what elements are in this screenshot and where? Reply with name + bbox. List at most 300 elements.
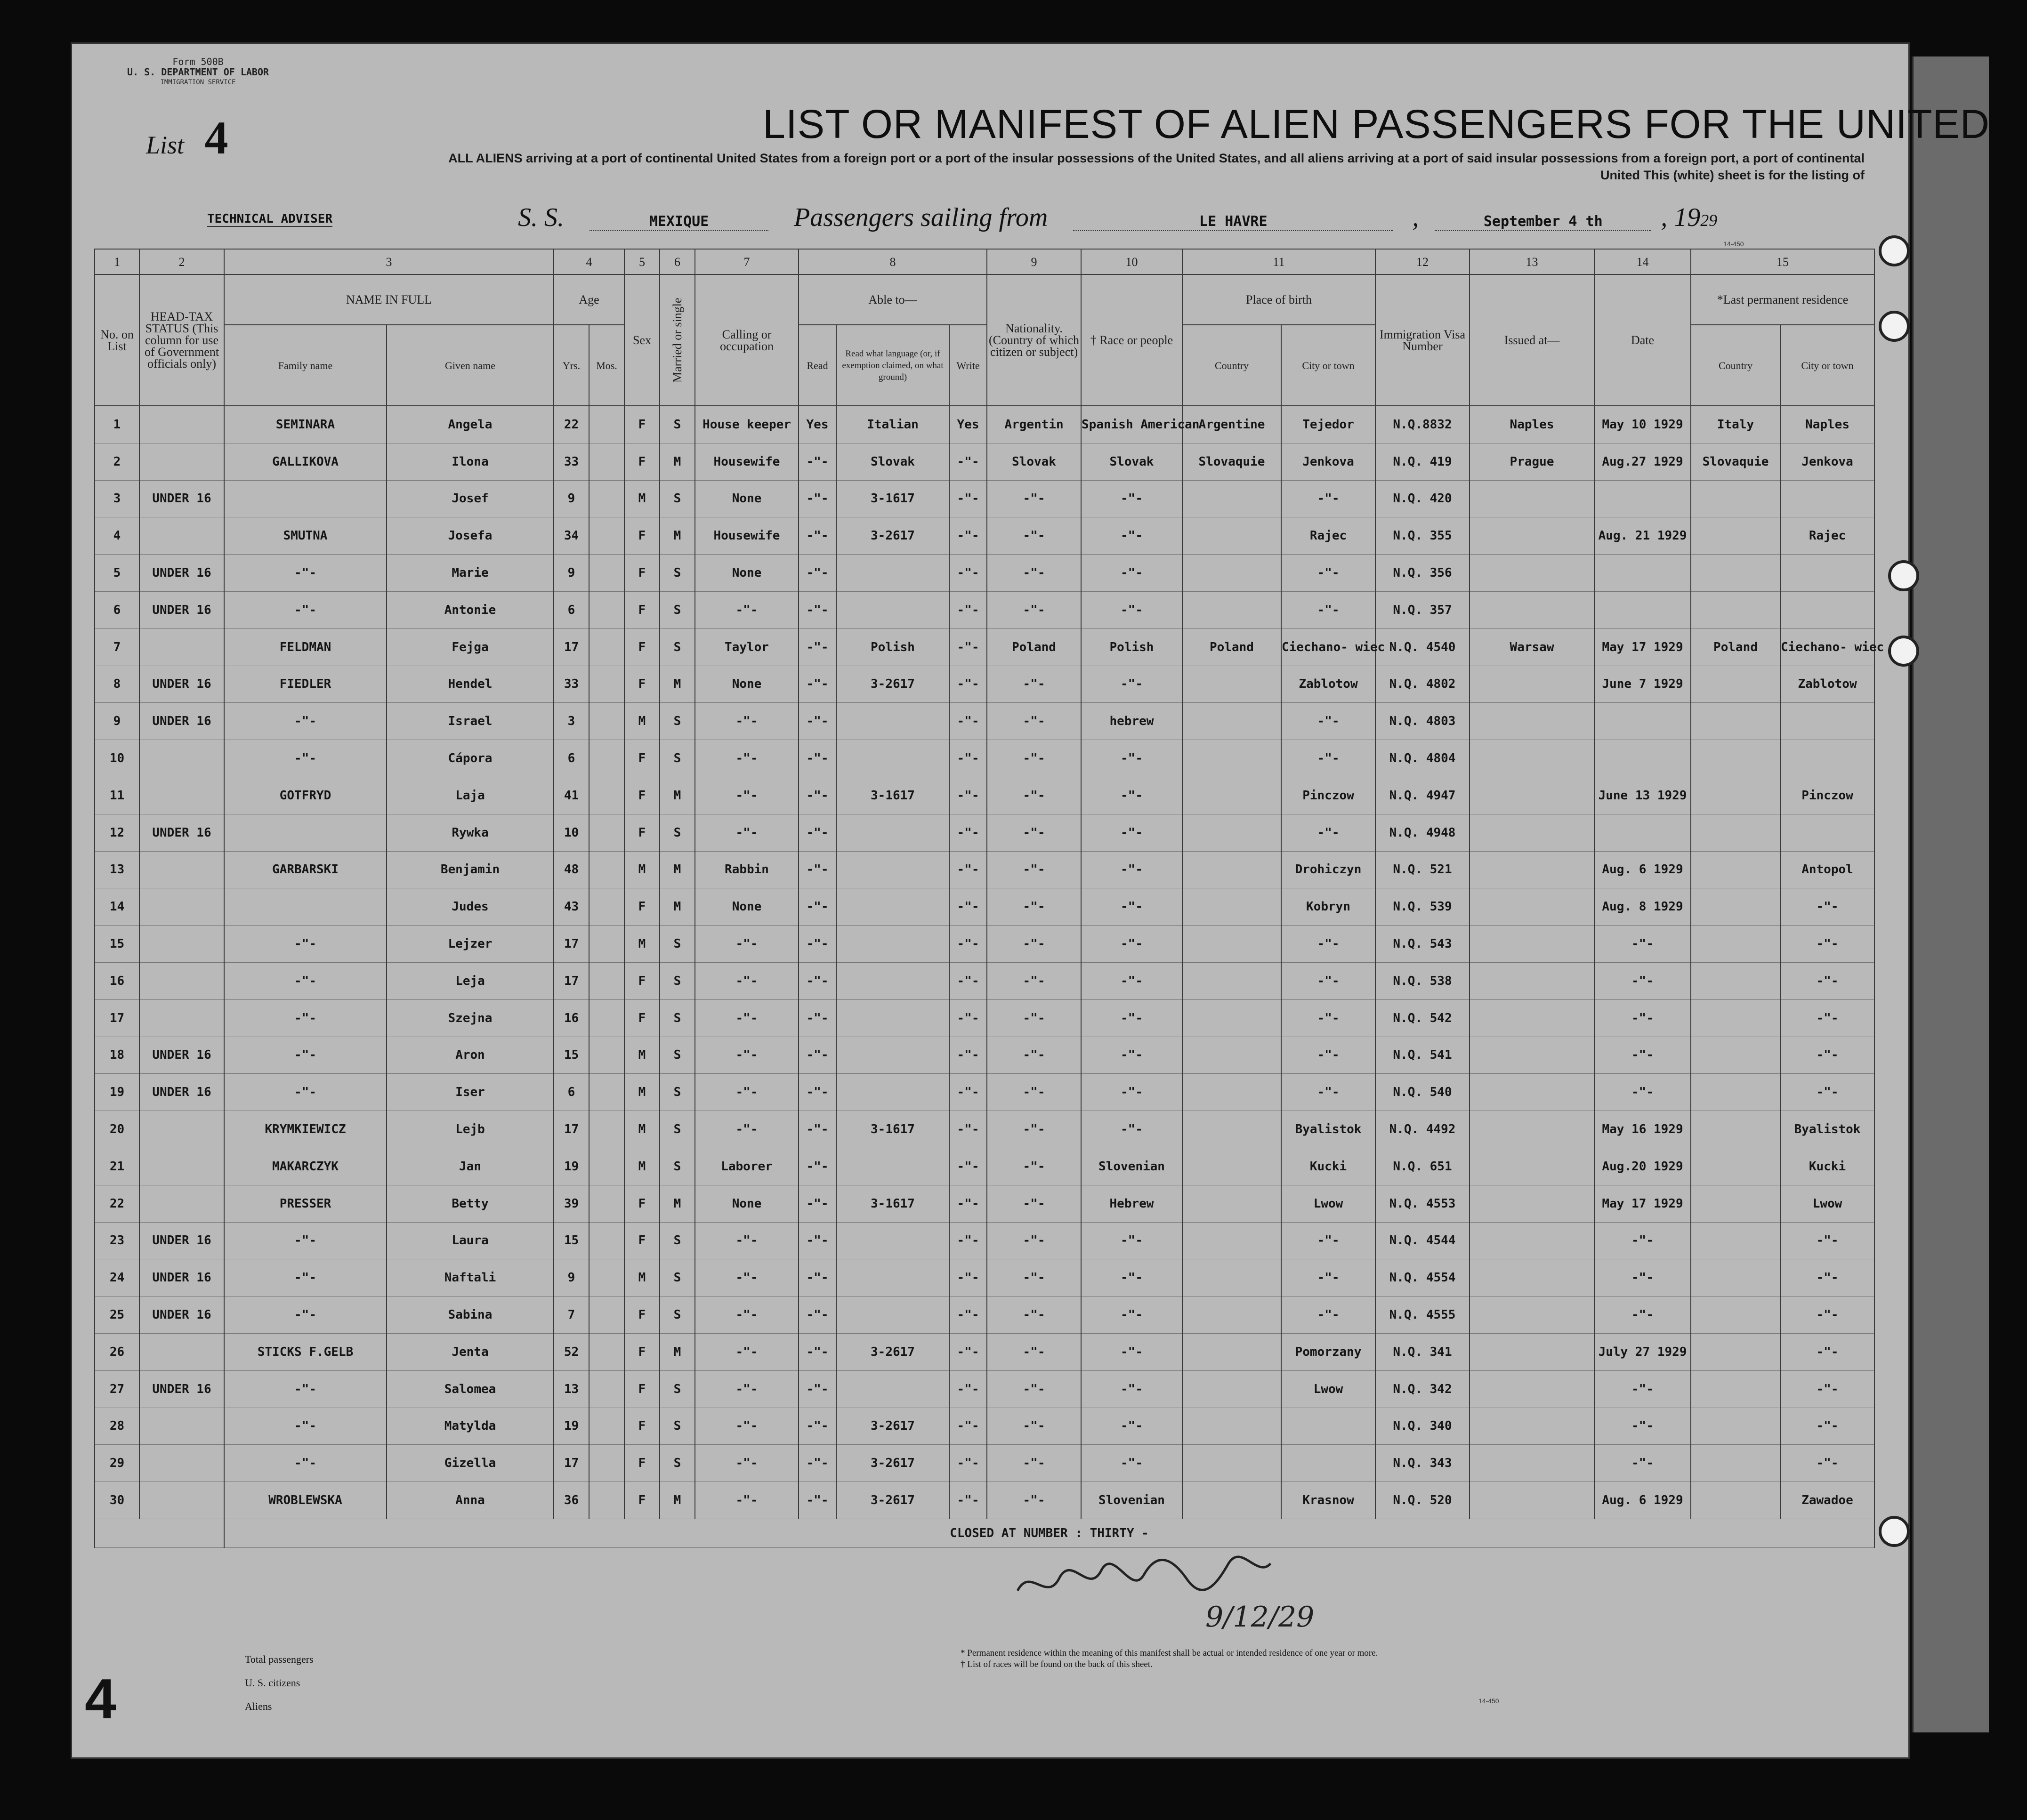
sailing-line: S. S. MEXIQUE Passengers sailing from LE HAVRE , September 4 th , 1929: [518, 203, 1718, 232]
given-name: Josefa: [387, 517, 554, 555]
visa-issued-at: [1470, 740, 1594, 777]
visa-date: -"-: [1594, 1222, 1691, 1259]
family-name: [224, 888, 387, 926]
birth-city: [1281, 1408, 1375, 1445]
passenger-row: [95, 851, 1874, 888]
birth-country: [1182, 1333, 1281, 1370]
can-read: -"-: [799, 517, 836, 555]
visa-number: N.Q. 539: [1375, 888, 1470, 926]
marital-status: M: [660, 1333, 695, 1370]
header-name-in-full: NAME IN FULL: [224, 274, 554, 325]
given-name: Israel: [387, 703, 554, 740]
birth-city: Jenkova: [1281, 443, 1375, 480]
visa-date: -"-: [1594, 1370, 1691, 1408]
race: -"-: [1081, 1408, 1182, 1445]
read-language: [836, 1148, 949, 1185]
marital-status: M: [660, 1185, 695, 1222]
visa-number: N.Q. 357: [1375, 591, 1470, 628]
birth-country: [1182, 1482, 1281, 1519]
read-language: [836, 1259, 949, 1297]
age-years: 17: [554, 962, 589, 999]
read-language: [836, 888, 949, 926]
visa-number: N.Q. 540: [1375, 1074, 1470, 1111]
visa-date: [1594, 814, 1691, 851]
age-months: [589, 962, 624, 999]
can-read: -"-: [799, 926, 836, 963]
residence-country: [1691, 1185, 1780, 1222]
read-language: Polish: [836, 628, 949, 666]
form-number: Form 500B: [172, 56, 224, 67]
birth-city: Rajec: [1281, 517, 1375, 555]
race: -"-: [1081, 1222, 1182, 1259]
race: -"-: [1081, 1333, 1182, 1370]
passenger-row: [95, 926, 1874, 963]
given-name: Lejzer: [387, 926, 554, 963]
header-able-to: Able to—: [799, 274, 987, 325]
marital-status: M: [660, 443, 695, 480]
residence-country: [1691, 962, 1780, 999]
column-number: 4: [554, 249, 624, 274]
can-read: -"-: [799, 888, 836, 926]
sex: M: [624, 851, 660, 888]
occupation: -"-: [695, 1297, 799, 1334]
age-months: [589, 591, 624, 628]
sex: F: [624, 1370, 660, 1408]
head-tax-status: [139, 443, 224, 480]
birth-country: [1182, 888, 1281, 926]
head-tax-status: UNDER 16: [139, 1074, 224, 1111]
family-name: -"-: [224, 1445, 387, 1482]
head-tax-status: UNDER 16: [139, 1259, 224, 1297]
passenger-row: [95, 517, 1874, 555]
visa-number: N.Q. 342: [1375, 1370, 1470, 1408]
read-language: [836, 814, 949, 851]
occupation: None: [695, 888, 799, 926]
can-write: -"-: [949, 1222, 987, 1259]
occupation: -"-: [695, 814, 799, 851]
sailing-label: Passengers sailing from: [794, 203, 1048, 232]
header-yrs: Yrs.: [554, 325, 589, 406]
can-read: -"-: [799, 666, 836, 703]
birth-city: -"-: [1281, 1259, 1375, 1297]
age-months: [589, 480, 624, 517]
occupation: -"-: [695, 1259, 799, 1297]
row-number: 5: [95, 555, 139, 592]
read-language: [836, 851, 949, 888]
row-number: 2: [95, 443, 139, 480]
visa-number: N.Q. 419: [1375, 443, 1470, 480]
passenger-row: [95, 740, 1874, 777]
column-number: 3: [224, 249, 554, 274]
header-residence-country: Country: [1691, 325, 1780, 406]
visa-date: July 27 1929: [1594, 1333, 1691, 1370]
visa-issued-at: [1470, 888, 1594, 926]
given-name: Jan: [387, 1148, 554, 1185]
age-years: 19: [554, 1408, 589, 1445]
birth-country: [1182, 1111, 1281, 1148]
visa-date: June 13 1929: [1594, 777, 1691, 814]
binder-hole: [1888, 636, 1919, 667]
can-write: -"-: [949, 999, 987, 1037]
birth-country: [1182, 703, 1281, 740]
read-language: [836, 703, 949, 740]
age-years: 7: [554, 1297, 589, 1334]
can-read: -"-: [799, 1185, 836, 1222]
us-citizens-label: U. S. citizens: [245, 1677, 300, 1689]
visa-issued-at: [1470, 1333, 1594, 1370]
age-months: [589, 1037, 624, 1074]
occupation: Housewife: [695, 443, 799, 480]
header-birth-city: City or town: [1281, 325, 1375, 406]
row-number: 13: [95, 851, 139, 888]
can-write: -"-: [949, 814, 987, 851]
visa-number: N.Q. 4804: [1375, 740, 1470, 777]
passenger-row: [95, 1037, 1874, 1074]
header-read: Read: [799, 325, 836, 406]
birth-country: [1182, 1074, 1281, 1111]
passenger-row: [95, 628, 1874, 666]
read-language: 3-2617: [836, 1408, 949, 1445]
age-years: 9: [554, 1259, 589, 1297]
can-write: -"-: [949, 1333, 987, 1370]
sex: M: [624, 1037, 660, 1074]
year-suffix: 29: [1700, 211, 1718, 230]
marital-status: S: [660, 740, 695, 777]
header-race: † Race or people: [1081, 274, 1182, 406]
column-number: 8: [799, 249, 987, 274]
visa-number: N.Q. 355: [1375, 517, 1470, 555]
residence-country: [1691, 555, 1780, 592]
head-tax-status: [139, 517, 224, 555]
can-write: -"-: [949, 962, 987, 999]
age-months: [589, 406, 624, 443]
nationality: -"-: [987, 1037, 1081, 1074]
sex: M: [624, 1111, 660, 1148]
occupation: None: [695, 480, 799, 517]
sex: F: [624, 406, 660, 443]
age-years: 9: [554, 480, 589, 517]
can-read: -"-: [799, 1074, 836, 1111]
residence-country: [1691, 666, 1780, 703]
race: -"-: [1081, 480, 1182, 517]
residence-city: [1780, 591, 1874, 628]
row-number: 11: [95, 777, 139, 814]
read-language: [836, 999, 949, 1037]
given-name: Laja: [387, 777, 554, 814]
family-name: WROBLEWSKA: [224, 1482, 387, 1519]
race: Slovenian: [1081, 1148, 1182, 1185]
column-number: 14: [1594, 249, 1691, 274]
nationality: -"-: [987, 1259, 1081, 1297]
nationality: -"-: [987, 1148, 1081, 1185]
family-name: -"-: [224, 962, 387, 999]
sex: F: [624, 1222, 660, 1259]
read-language: [836, 740, 949, 777]
header-family-name: Family name: [224, 325, 387, 406]
sex: M: [624, 926, 660, 963]
occupation: -"-: [695, 703, 799, 740]
marital-status: S: [660, 1259, 695, 1297]
age-months: [589, 517, 624, 555]
residence-city: -"-: [1780, 1297, 1874, 1334]
sex: M: [624, 703, 660, 740]
residence-country: [1691, 1222, 1780, 1259]
family-name: -"-: [224, 1408, 387, 1445]
visa-date: -"-: [1594, 1074, 1691, 1111]
visa-number: N.Q. 4492: [1375, 1111, 1470, 1148]
sex: F: [624, 517, 660, 555]
residence-city: Antopol: [1780, 851, 1874, 888]
head-tax-status: UNDER 16: [139, 666, 224, 703]
binder-hole: [1879, 235, 1910, 266]
visa-number: N.Q. 343: [1375, 1445, 1470, 1482]
visa-issued-at: [1470, 666, 1594, 703]
header-visa: Immigration Visa Number: [1375, 274, 1470, 406]
residence-country: [1691, 1482, 1780, 1519]
can-read: -"-: [799, 1111, 836, 1148]
race: Slovenian: [1081, 1482, 1182, 1519]
visa-date: -"-: [1594, 1408, 1691, 1445]
given-name: Lejb: [387, 1111, 554, 1148]
passenger-row: [95, 999, 1874, 1037]
header-no-on-list: No. on List: [95, 274, 139, 406]
visa-issued-at: [1470, 926, 1594, 963]
given-name: Aron: [387, 1037, 554, 1074]
can-read: -"-: [799, 628, 836, 666]
birth-city: -"-: [1281, 962, 1375, 999]
visa-date: -"-: [1594, 1297, 1691, 1334]
birth-country: [1182, 555, 1281, 592]
marital-status: S: [660, 1037, 695, 1074]
footnotes: [961, 1648, 1378, 1670]
residence-country: [1691, 1111, 1780, 1148]
sex: F: [624, 666, 660, 703]
residence-country: Slovaquie: [1691, 443, 1780, 480]
row-number: 21: [95, 1148, 139, 1185]
row-number: 12: [95, 814, 139, 851]
family-name: -"-: [224, 1037, 387, 1074]
residence-country: [1691, 480, 1780, 517]
nationality: -"-: [987, 814, 1081, 851]
can-read: -"-: [799, 1408, 836, 1445]
age-years: 39: [554, 1185, 589, 1222]
can-write: -"-: [949, 851, 987, 888]
row-number: 24: [95, 1259, 139, 1297]
visa-number: N.Q. 651: [1375, 1148, 1470, 1185]
family-name: -"-: [224, 1259, 387, 1297]
year-prefix: 19: [1674, 203, 1701, 232]
head-tax-status: UNDER 16: [139, 1297, 224, 1334]
residence-country: [1691, 703, 1780, 740]
header-sex: Sex: [624, 274, 660, 406]
family-name: -"-: [224, 999, 387, 1037]
birth-city: [1281, 1445, 1375, 1482]
can-write: -"-: [949, 1259, 987, 1297]
race: -"-: [1081, 591, 1182, 628]
form-identifier: [127, 56, 269, 88]
given-name: Josef: [387, 480, 554, 517]
read-language: [836, 962, 949, 999]
occupation: -"-: [695, 962, 799, 999]
page-title: LIST OR MANIFEST OF ALIEN PASSENGERS FOR THE UNITED: [763, 102, 1990, 147]
residence-country: [1691, 1037, 1780, 1074]
sex: F: [624, 999, 660, 1037]
visa-date: -"-: [1594, 1259, 1691, 1297]
race: -"-: [1081, 1074, 1182, 1111]
closed-row-blank: [95, 1519, 224, 1547]
age-months: [589, 1445, 624, 1482]
can-read: -"-: [799, 1482, 836, 1519]
visa-date: -"-: [1594, 926, 1691, 963]
form-code: 14-450: [1723, 240, 1744, 248]
visa-date: Aug.27 1929: [1594, 443, 1691, 480]
age-years: 15: [554, 1037, 589, 1074]
given-name: Laura: [387, 1222, 554, 1259]
age-months: [589, 1259, 624, 1297]
given-name: Cápora: [387, 740, 554, 777]
birth-country: [1182, 851, 1281, 888]
age-months: [589, 1482, 624, 1519]
age-years: 9: [554, 555, 589, 592]
family-name: -"-: [224, 1074, 387, 1111]
birth-country: [1182, 814, 1281, 851]
can-write: -"-: [949, 666, 987, 703]
age-months: [589, 443, 624, 480]
nationality: -"-: [987, 1111, 1081, 1148]
birth-country: Argentine: [1182, 406, 1281, 443]
given-name: Marie: [387, 555, 554, 592]
head-tax-status: [139, 1482, 224, 1519]
service-name: IMMIGRATION SERVICE: [160, 79, 236, 86]
sex: F: [624, 777, 660, 814]
head-tax-status: UNDER 16: [139, 814, 224, 851]
age-months: [589, 1222, 624, 1259]
residence-city: -"-: [1780, 888, 1874, 926]
residence-city: -"-: [1780, 962, 1874, 999]
residence-city: -"-: [1780, 926, 1874, 963]
age-years: 22: [554, 406, 589, 443]
residence-city: [1780, 740, 1874, 777]
age-months: [589, 888, 624, 926]
header-residence-city: City or town: [1780, 325, 1874, 406]
can-read: -"-: [799, 1445, 836, 1482]
footnote-races: † List of races will be found on the back of this sheet.: [961, 1659, 1153, 1669]
can-write: -"-: [949, 926, 987, 963]
residence-city: -"-: [1780, 1408, 1874, 1445]
birth-country: [1182, 1445, 1281, 1482]
given-name: Matylda: [387, 1408, 554, 1445]
given-name: Salomea: [387, 1370, 554, 1408]
family-name: GALLIKOVA: [224, 443, 387, 480]
sheet-number: 4: [85, 1667, 116, 1731]
can-read: -"-: [799, 740, 836, 777]
technical-adviser-label: TECHNICAL ADVISER: [207, 212, 333, 226]
row-number: 28: [95, 1408, 139, 1445]
passenger-row: [95, 1111, 1874, 1148]
visa-number: N.Q. 341: [1375, 1333, 1470, 1370]
birth-country: [1182, 1222, 1281, 1259]
age-years: 6: [554, 740, 589, 777]
age-months: [589, 1333, 624, 1370]
passenger-row: [95, 443, 1874, 480]
visa-number: N.Q. 4802: [1375, 666, 1470, 703]
age-months: [589, 1408, 624, 1445]
nationality: -"-: [987, 962, 1081, 999]
family-name: GOTFRYD: [224, 777, 387, 814]
birth-city: -"-: [1281, 926, 1375, 963]
visa-issued-at: [1470, 777, 1594, 814]
nationality: -"-: [987, 703, 1081, 740]
family-name: KRYMKIEWICZ: [224, 1111, 387, 1148]
birth-city: -"-: [1281, 555, 1375, 592]
head-tax-status: UNDER 16: [139, 1222, 224, 1259]
given-name: Naftali: [387, 1259, 554, 1297]
residence-city: Naples: [1780, 406, 1874, 443]
race: -"-: [1081, 555, 1182, 592]
age-years: 52: [554, 1333, 589, 1370]
race: -"-: [1081, 888, 1182, 926]
header-mos: Mos.: [589, 325, 624, 406]
header-issued-at: Issued at—: [1470, 274, 1594, 406]
column-number: 9: [987, 249, 1081, 274]
head-tax-status: [139, 1111, 224, 1148]
marital-status: S: [660, 703, 695, 740]
sex: F: [624, 1185, 660, 1222]
visa-number: N.Q. 340: [1375, 1408, 1470, 1445]
occupation: -"-: [695, 740, 799, 777]
sex: F: [624, 1333, 660, 1370]
head-tax-status: [139, 1408, 224, 1445]
race: -"-: [1081, 1259, 1182, 1297]
birth-country: [1182, 1370, 1281, 1408]
sex: F: [624, 962, 660, 999]
visa-date: Aug. 8 1929: [1594, 888, 1691, 926]
passenger-row: [95, 1297, 1874, 1334]
can-read: -"-: [799, 1222, 836, 1259]
nationality: -"-: [987, 517, 1081, 555]
age-months: [589, 999, 624, 1037]
list-label: List: [146, 131, 185, 159]
birth-city: -"-: [1281, 1037, 1375, 1074]
occupation: None: [695, 1185, 799, 1222]
can-write: -"-: [949, 1370, 987, 1408]
head-tax-status: [139, 740, 224, 777]
occupation: Laborer: [695, 1148, 799, 1185]
visa-issued-at: Prague: [1470, 443, 1594, 480]
race: Spanish American: [1081, 406, 1182, 443]
marital-status: S: [660, 555, 695, 592]
column-number-row: [95, 249, 1874, 274]
can-read: -"-: [799, 1370, 836, 1408]
residence-city: Pinczow: [1780, 777, 1874, 814]
header-read-language: Read what language (or, if exemption claimed, on what ground): [836, 325, 949, 406]
race: -"-: [1081, 666, 1182, 703]
row-number: 9: [95, 703, 139, 740]
residence-city: Zablotow: [1780, 666, 1874, 703]
sex: M: [624, 1259, 660, 1297]
given-name: Hendel: [387, 666, 554, 703]
can-write: Yes: [949, 406, 987, 443]
family-name: SEMINARA: [224, 406, 387, 443]
passenger-row: [95, 666, 1874, 703]
birth-city: Byalistok: [1281, 1111, 1375, 1148]
residence-city: Jenkova: [1780, 443, 1874, 480]
row-number: 23: [95, 1222, 139, 1259]
visa-date: [1594, 740, 1691, 777]
age-months: [589, 703, 624, 740]
visa-date: Aug. 21 1929: [1594, 517, 1691, 555]
read-language: [836, 1370, 949, 1408]
